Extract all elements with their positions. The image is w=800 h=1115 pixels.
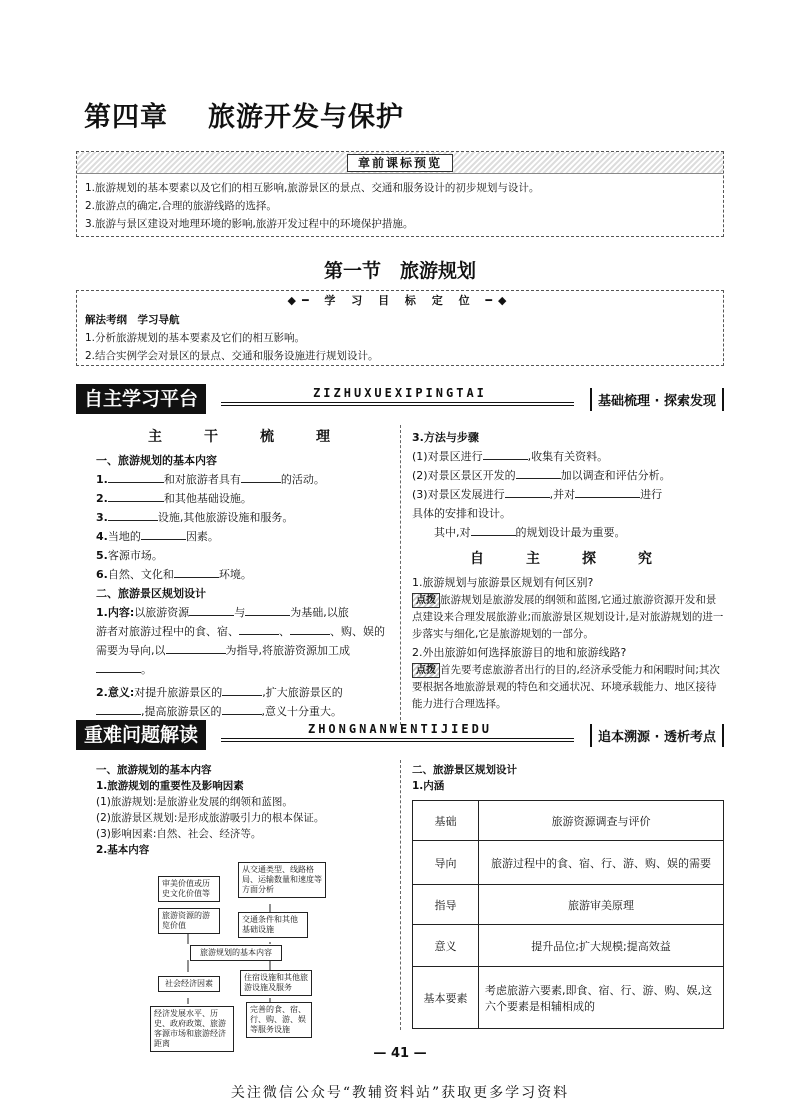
banner-pinyin: ZIZHUXUEXIPINGTAI bbox=[313, 386, 487, 400]
banner-self-study bbox=[76, 384, 724, 414]
flow-box: 住宿设施和其他旅游设施及服务 bbox=[240, 970, 312, 996]
goal-list bbox=[85, 311, 379, 365]
subheading: 二、旅游景区规划设计 bbox=[96, 587, 206, 600]
flow-box: 经济发展水平、历史、政府政策、旅游客源市场和旅游经济距离 bbox=[150, 1006, 234, 1052]
goal-box bbox=[76, 290, 724, 366]
paragraph: 游者对旅游过程中的食、宿、 、 、购、娱的 bbox=[96, 622, 396, 641]
goal-item: 2.结合实例学会对景区的景点、交通和服务设施进行规划设计。 bbox=[85, 350, 379, 362]
hint-tag: 点拨 bbox=[412, 663, 440, 678]
flow-box: 完善的食、宿、行、购、游、娱等服务设施 bbox=[246, 1002, 312, 1038]
table-row: 基础 旅游资源调查与评价 bbox=[413, 801, 724, 841]
subheading: 一、旅游规划的基本内容 bbox=[96, 454, 217, 467]
preview-item: 1.旅游规划的基本要素以及它们的相互影响,旅游景区的景点、交通和服务设计的初步规划与设计。 bbox=[85, 182, 540, 194]
chapter-number: 第四章 bbox=[84, 102, 168, 133]
main-review-heading: 主 干 梳 理 bbox=[148, 429, 344, 445]
connotation-table bbox=[412, 800, 724, 1029]
preview-item: 2.旅游点的确定,合理的旅游线路的选择。 bbox=[85, 200, 277, 212]
list-item: 1. 和对旅游者具有 的活动。 bbox=[96, 470, 396, 489]
table-row: 导向 旅游过程中的食、宿、行、游、购、娱的需要 bbox=[413, 841, 724, 885]
goal-item: 1.分析旅游规划的基本要素及它们的相互影响。 bbox=[85, 332, 306, 344]
banner-label: 重难问题解读 bbox=[76, 720, 206, 750]
list-item: 2. 和其他基础设施。 bbox=[96, 489, 396, 508]
banner-right: 追本溯源 · 透析考点 bbox=[590, 724, 724, 747]
answer: 点拨 旅游规划是旅游发展的纲领和蓝图,它通过旅游资源开发和景点建设来合理发展旅游业;而旅游景区规划设计,是对旅游规划的进一步落实与细化,它是旅游规划的一部分。 bbox=[412, 594, 724, 640]
flow-box: 旅游资源的游览价值 bbox=[158, 908, 220, 934]
left-arrow-icon: ◆━ bbox=[287, 294, 315, 307]
flow-box: 从交通类型、线路格局、运输数量和速度等方面分析 bbox=[238, 862, 326, 898]
paragraph: 2.意义:对提升旅游景区的 ,扩大旅游景区的 bbox=[96, 683, 396, 702]
right-arrow-icon: ━◆ bbox=[485, 294, 513, 307]
table-row: 基本要素 考虑旅游六要素,即食、宿、行、游、购、娱,这六个要素是相辅相成的 bbox=[413, 967, 724, 1029]
page-number: — 41 — bbox=[373, 1046, 427, 1061]
left-column-1 bbox=[96, 428, 396, 721]
flow-diagram bbox=[150, 862, 330, 1048]
chapter-title bbox=[84, 95, 404, 134]
paragraph: 1.内容:以旅游资源 与 为基础,以旅 bbox=[96, 603, 396, 622]
preview-box bbox=[76, 151, 724, 237]
list-item: 3. 设施,其他旅游设施和服务。 bbox=[96, 508, 396, 527]
banner-key-issues bbox=[76, 720, 724, 750]
list-item: 4.当地的 因素。 bbox=[96, 527, 396, 546]
left-column-2: 一、旅游规划的基本内容 1.旅游规划的重要性及影响因素 (1)旅游规划:是旅游业发展的纲领和蓝图。 (2)旅游景区规划:是形成旅游吸引力的根本保证。 (3)影响因素:自然、社会、经济等。 2.基本内容 bbox=[96, 764, 325, 856]
chapter-name: 旅游开发与保护 bbox=[208, 102, 404, 133]
paragraph: 。 bbox=[96, 660, 396, 679]
answer: 点拨 首先要考虑旅游者出行的目的,经济承受能力和闲暇时间;其次要根据各地旅游景观的特色和交通状况、环境承载能力、地区接待能力进行合理选择。 bbox=[412, 664, 720, 710]
right-column-1: 3.方法与步骤 (1)对景区进行 ,收集有关资料。 (2)对景区景区开发的 加以调查和评估分析。 (3)对景区发展进行 ,并对 进行 具体的安排和设计。 其中,对 的规划设计最为重要。 自 主 探 究 1.旅游规划与旅游景区规划有何区别? 点拨 旅游规划是旅游发展的纲领和蓝图,它通过旅游资源开发和景点建设来合理发展旅游业;而旅游景区规划设计,是对旅游规划的进一步落实与细化,它是旅游规划的一部分。 2.外出旅游如何选择旅游目的地和旅游线路? 点拨 首先要考虑旅游者出行的目的,经济承受能力和闲暇时间;其次要根据各地旅游景观的特色和交通状况、环境承载能力、地区接待能力进行合理选择。 bbox=[412, 428, 724, 713]
list-item: 5.客源市场。 bbox=[96, 549, 163, 562]
list-item: 6.自然、文化和 环境。 bbox=[96, 565, 396, 584]
goal-subtitle: 解法考纲 学习导航 bbox=[85, 314, 180, 326]
paragraph: 需要为导向,以 为指导,将旅游资源加工成 bbox=[96, 641, 396, 660]
preview-item: 3.旅游与景区建设对地理环境的影响,旅游开发过程中的环境保护措施。 bbox=[85, 218, 414, 230]
subheading: 3.方法与步骤 bbox=[412, 431, 479, 444]
preview-list bbox=[85, 179, 539, 233]
question: 2.外出旅游如何选择旅游目的地和旅游线路? bbox=[412, 646, 627, 659]
footer-note: 关注微信公众号“教辅资料站”获取更多学习资料 bbox=[230, 1085, 570, 1101]
self-explore-heading: 自 主 探 究 bbox=[470, 551, 666, 567]
goal-header: ◆━ 学 习 目 标 定 位 ━◆ bbox=[287, 294, 513, 307]
banner-pinyin: ZHONGNANWENTIJIEDU bbox=[307, 722, 493, 736]
table-row: 指导 旅游审美原理 bbox=[413, 885, 724, 925]
table-row: 意义 提升品位;扩大规模;提高效益 bbox=[413, 925, 724, 967]
right-column-2: 二、旅游景区规划设计 1.内涵 bbox=[412, 764, 517, 792]
banner-label: 自主学习平台 bbox=[76, 384, 206, 414]
paragraph: ,提高旅游景区的 ,意义十分重大。 bbox=[96, 702, 396, 721]
flow-box: 社会经济因素 bbox=[158, 976, 220, 992]
flow-box: 交通条件和其他基础设施 bbox=[238, 912, 308, 938]
banner-right: 基础梳理 · 探索发现 bbox=[590, 388, 724, 411]
hint-tag: 点拨 bbox=[412, 593, 440, 608]
flow-box: 审美价值或历史文化价值等 bbox=[158, 876, 220, 902]
question: 1.旅游规划与旅游景区规划有何区别? bbox=[412, 576, 594, 589]
flow-center: 旅游规划的基本内容 bbox=[190, 945, 282, 961]
preview-header: 章前课标预览 bbox=[77, 152, 723, 174]
section-title: 第一节 旅游规划 bbox=[323, 260, 477, 282]
